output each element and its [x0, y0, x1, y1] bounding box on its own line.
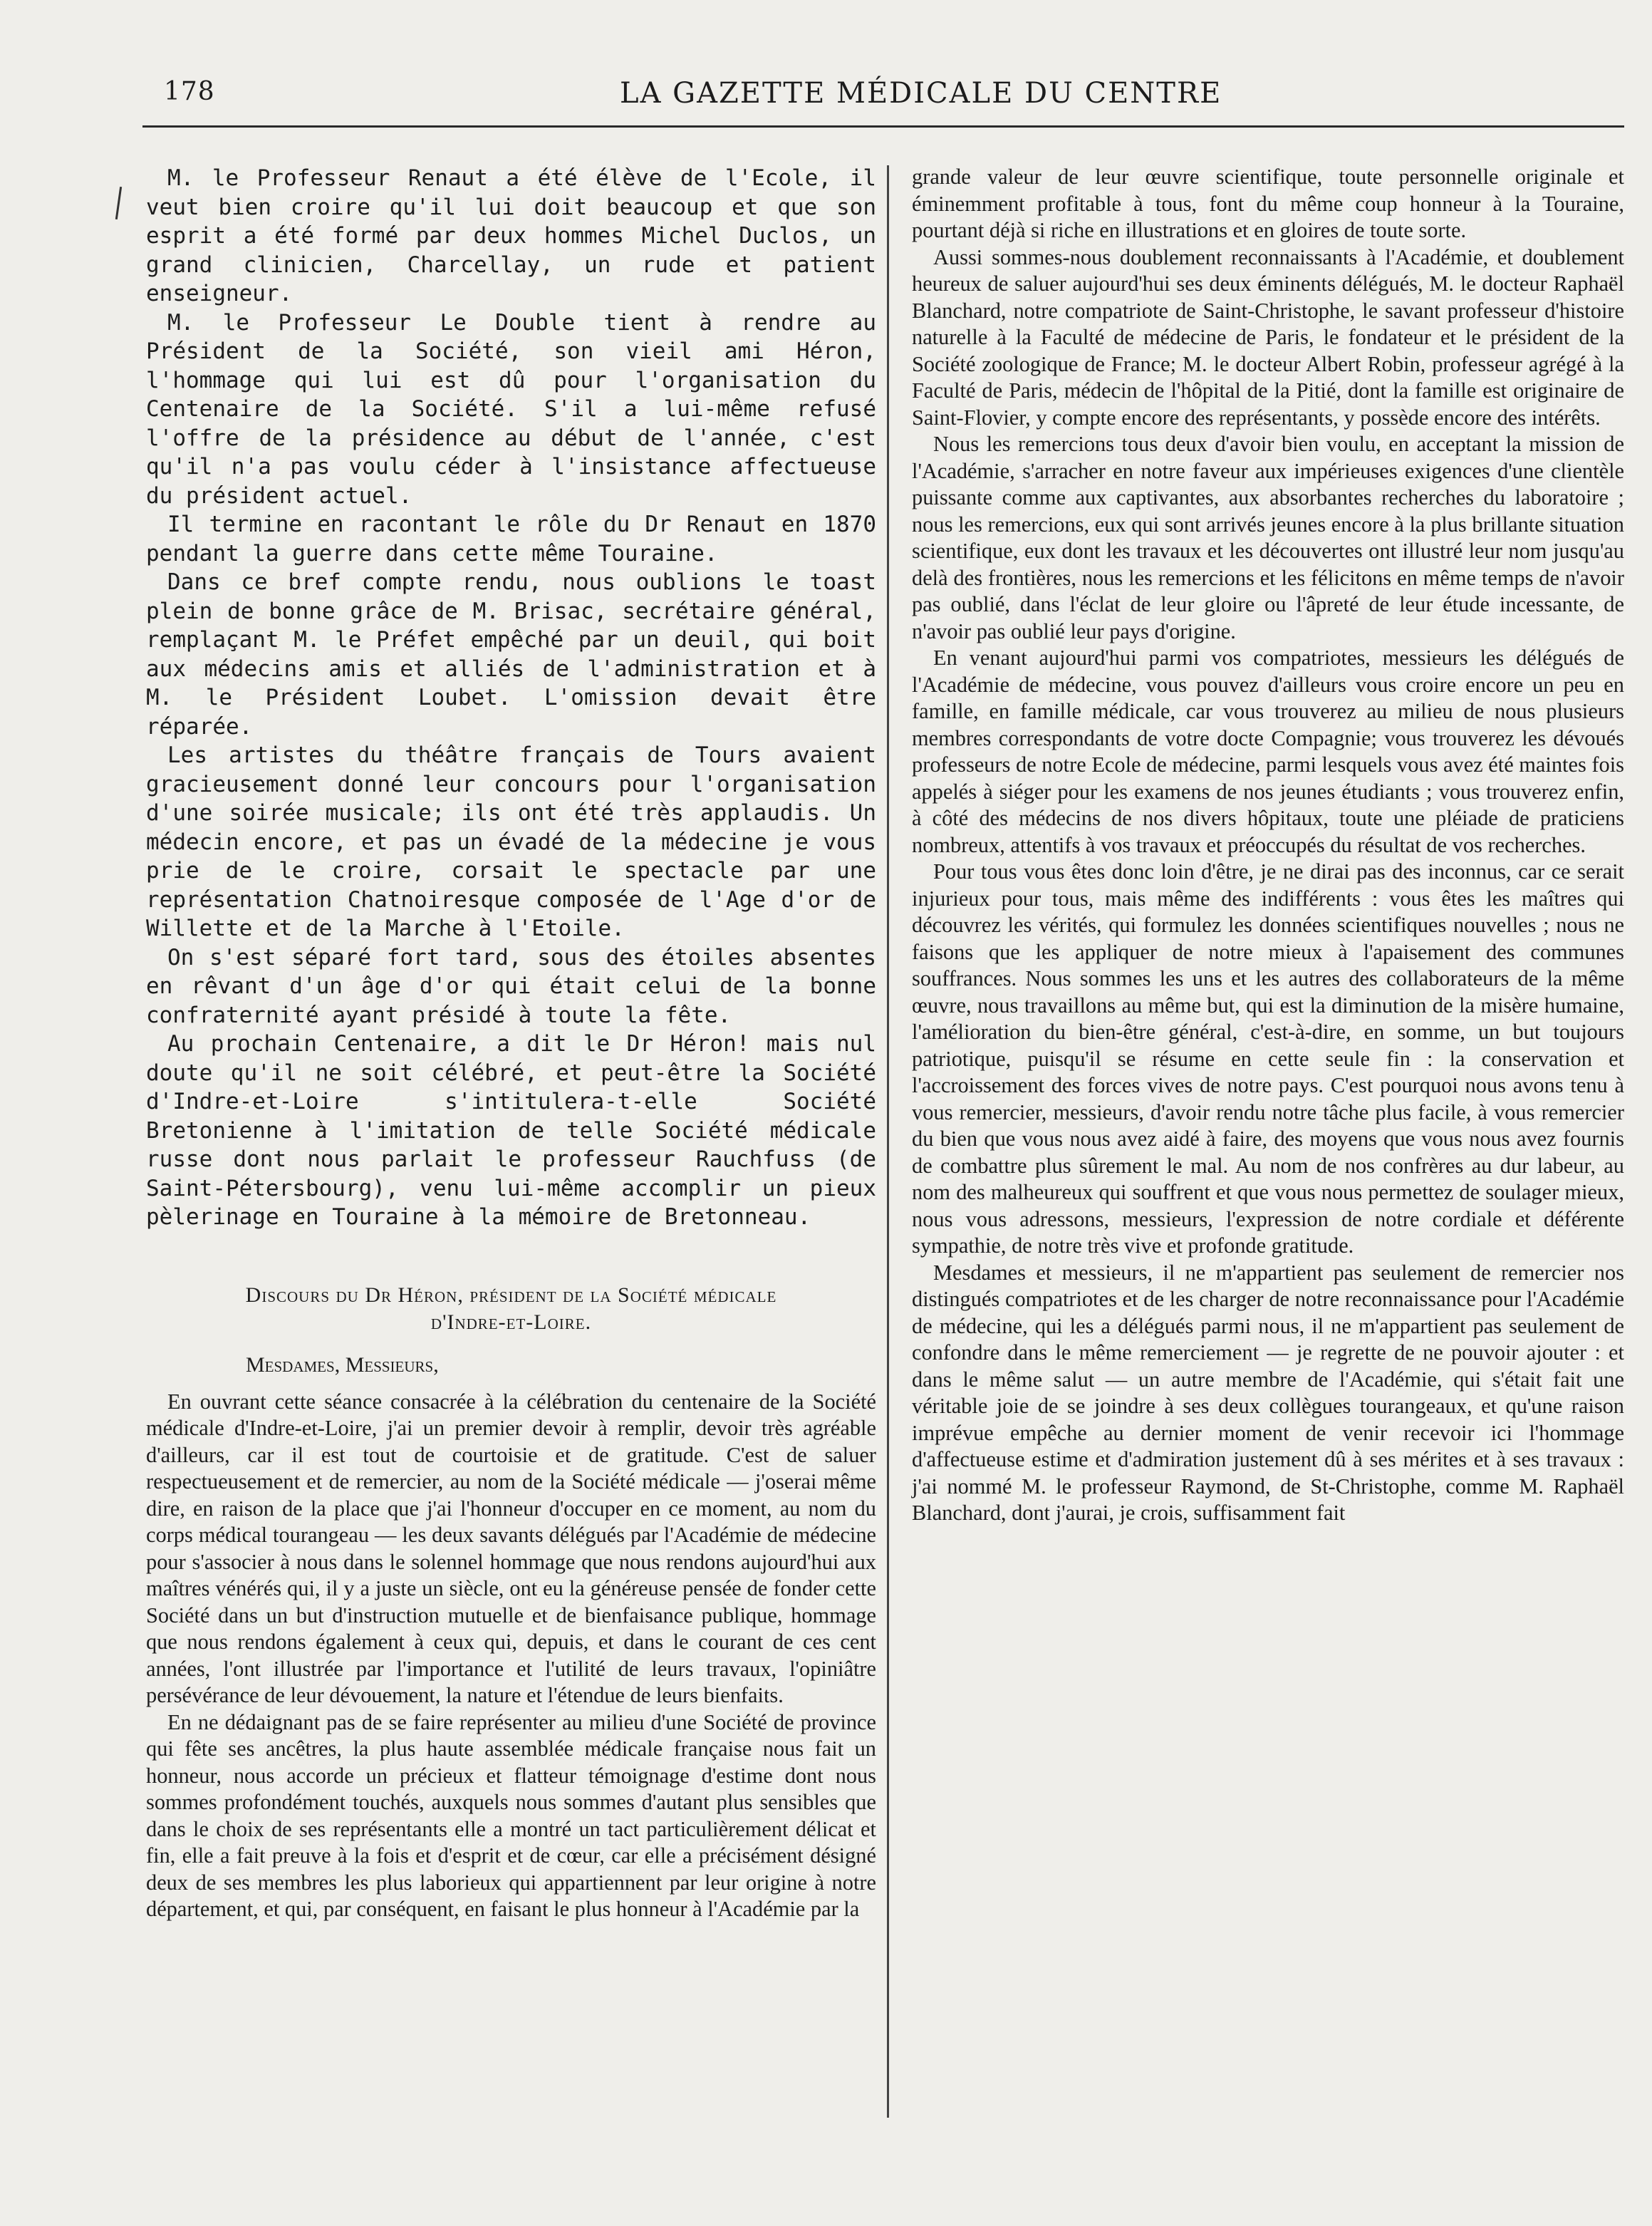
paragraph: Mesdames et messieurs, il ne m'appartient pas seulement de remercier nos distingués compatriotes et de les charger de notre reconnaissance pour l'Académie de médecine, qui les a délégués parmi nous, il ne m'appartient pas seulement de confondre dans le même remerciement — je regrette de ne pouvoir ajouter : et dans le même salut — un autre membre de l'Académie, qui s'était fait une véritable joie de se joindre à ses deux collègues tourangeaux, et qu'une raison imprévue empêche au dernier moment de venir recevoir ici l'hommage d'affectueuse estime et d'admiration justement dû à ses mérites et à ses travaux : j'ai nommé M. le professeur Raymond, de St-Christophe, comme M. Raphaël Blanchard, dont j'aurai, je crois, suffisamment fait: [912, 1260, 1624, 1525]
right-column: [912, 164, 1624, 1527]
page-header: [164, 77, 1589, 120]
paragraph: Il termine en racontant le rôle du Dr Renaut en 1870 pendant la guerre dans cette même Touraine.: [146, 512, 876, 566]
paragraph: En venant aujourd'hui parmi vos compatriotes, messieurs les délégués de l'Académie de médecine, vous pouvez d'ailleurs vous croire encore un peu en famille, en famille médicale, car vous trouverez au milieu de nous plusieurs membres correspondants de votre docte Compagnie; vous trouverez les dévoués professeurs de notre Ecole de médecine, parmi lesquels vous avez été maintes fois appelés à siéger pour les examens de nos jeunes étudiants ; vous trouverez enfin, à côté des médecins de nos divers hôpitaux, toute une pléiade de praticiens nombreux, attentifs à vos travaux et préoccupés du résultat de vos recherches.: [912, 646, 1624, 857]
paragraph: En ne dédaignant pas de se faire représenter au milieu d'une Société de province qui fête ses ancêtres, la plus haute assemblée médicale française nous fait un honneur, nous accorde un précieux et flatteur témoignage d'estime dont nous sommes profondément touchés, auxquels nous sommes d'autant plus sensibles que dans le choix de ses représentants elle a montré un tact particulièrement délicat et fin, elle a fait preuve à la fois et d'esprit et de cœur, car elle a précisément désigné deux de ses membres les plus laborieux qui appartiennent par leur origine à notre département, et qui, par conséquent, en faisant le plus honneur à l'Académie par la: [146, 1709, 876, 1921]
paragraph: grande valeur de leur œuvre scientifique, toute personnelle originale et éminemment profitable à tous, font du même coup honneur à la Touraine, pourtant déjà si riche en illustrations et en gloires de toute sorte.: [912, 165, 1624, 242]
paragraph: Dans ce bref compte rendu, nous oublions le toast plein de bonne grâce de M. Brisac, secrétaire général, remplaçant M. le Préfet empêché par un deuil, qui boit aux médecins amis et alliés de l'administration et à M. le Président Loubet. L'omission devait être réparée.: [146, 569, 876, 740]
paragraph: On s'est séparé fort tard, sous des étoiles absentes en rêvant d'un âge d'or qui était celui de la bonne confraternité ayant présidé à toute la fête.: [146, 944, 876, 1028]
paragraph: Aussi sommes-nous doublement reconnaissants à l'Académie, et doublement heureux de saluer aujourd'hui ses deux éminents délégués, M. le docteur Raphaël Blanchard, notre compatriote de Saint-Christophe, le savant professeur d'histoire naturelle à la Faculté de médecine de Paris, le fondateur et le président de la Société zoologique de France; M. le docteur Albert Robin, professeur agrégé à la Faculté de Paris, médecin de l'hôpital de la Pitié, dont la famille est originaire de Saint-Flovier, y compte encore des représentants, y possède encore des intérêts.: [912, 244, 1624, 430]
paragraph: En ouvrant cette séance consacrée à la célébration du centenaire de la Société médicale d'Indre-et-Loire, j'ai un premier devoir à remplir, devoir très agréable d'ailleurs, car il est tout de courtoisie et de gratitude. C'est de saluer respectueusement et de remercier, au nom de la Société médicale — j'oserai même dire, en raison de la place que j'ai l'honneur d'occuper en ce moment, au nom du corps médical tourangeau — les deux savants délégués par l'Académie de médecine pour s'associer à nous dans le solennel hommage que nous rendons aujourd'hui aux maîtres vénérés qui, il y a juste un siècle, ont eu la généreuse pensée de fonder cette Société dans un but d'instruction mutuelle et de bienfaisance publique, hommage que nous rendons également à ceux qui, depuis, et dans le courant de ces cent années, l'ont illustrée par l'importance et l'utilité de leurs travaux, l'opiniâtre persévérance de leur dévouement, la nature et l'étendue de leurs bienfaits.: [146, 1389, 876, 1707]
paragraph: Nous les remercions tous deux d'avoir bien voulu, en acceptant la mission de l'Académie, s'arracher en notre faveur aux impérieuses exigences d'une clientèle puissante comme aux captivantes, aux absorbantes recherches du laboratoire ; nous les remercions, eux qui sont arrivés jeunes encore à la plus brillante situation scientifique, eux dont les travaux et les découvertes ont illustré leur nom jusqu'au delà des frontières, nous les remercions et les félicitons en même temps de n'avoir pas oublié, dans l'éclat de leur gloire ou l'âpreté de leur étude incessante, de n'avoir pas oublié leur pays d'origine.: [912, 432, 1624, 643]
paragraph: Au prochain Centenaire, a dit le Dr Héron! mais nul doute qu'il ne soit célébré, et peut-être la Société d'Indre-et-Loire s'intitulera-t-elle Société Bretonienne à l'imitation de telle Société médicale russe dont nous parlait le professeur Rauchfuss (de Saint-Pétersbourg), venu lui-même accomplir un pieux pèlerinage en Touraine à la mémoire de Bretonneau.: [146, 1031, 876, 1230]
margin-mark: [115, 187, 122, 219]
salutation: Mesdames, Messieurs,: [246, 1352, 439, 1377]
column-divider: [887, 165, 889, 2118]
paragraph: Les artistes du théâtre français de Tours avaient gracieusement donné leur concours pour l'organisation d'une soirée musicale; ils ont été très applaudis. Un médecin encore, et pas un évadé de la médecine je vous prie de le croire, corsait le spectacle par une représentation Chatnoiresque composée de l'Age d'or de Willette et de la Marche à l'Etoile.: [146, 742, 876, 941]
paragraph: Pour tous vous êtes donc loin d'être, je ne dirai pas des inconnus, car ce serait injurieux pour tous, mais même des indifférents : vous êtes les maîtres qui découvrez les vérités, qui formulez les données scientifiques nouvelles ; nous ne faisons que les appliquer de notre mieux à l'apaisement des communes souffrances. Nous sommes les uns et les autres des collaborateurs de la même œuvre, nous travaillons au même but, qui est la diminution de la misère humaine, l'amélioration du bien-être général, c'est-à-dire, en somme, un but toujours patriotique, puisqu'il se résume en cette seule fin : la conservation et l'accroissement des forces vives de notre pays. C'est pourquoi nous avons tenu à vous remercier, messieurs, d'avoir rendu notre tâche plus facile, à vous remercier du bien que vous nous avez aidé à faire, des moyens que vous nous avez fournis de combattre plus sûrement le mal. Au nom de nos confrères au dur labeur, au nom des malheureux qui souffrent et que vous nous permettez de soulager mieux, nous vous adressons, messieurs, l'expression de notre cordiale et déférente sympathie, de notre très vive et profonde gratitude.: [912, 859, 1624, 1258]
running-title: LA GAZETTE MÉDICALE DU CENTRE: [620, 77, 1222, 110]
page-number: 178: [164, 77, 215, 106]
paragraph: M. le Professeur Le Double tient à rendre au Président de la Société, son vieil ami Héron, l'hommage qui lui est dû pour l'organisation du Centenaire de la Société. S'il a lui-même refusé l'offre de la présidence au début de l'année, c'est qu'il n'a pas voulu céder à l'insistance affectueuse du président actuel.: [146, 309, 876, 509]
speech-title: Discours du Dr Héron, président de la Société médicale: [245, 1283, 777, 1307]
paragraph: M. le Professeur Renaut a été élève de l'Ecole, il veut bien croire qu'il lui doit beaucoup et que son esprit a été formé par deux hommes Michel Duclos, un grand clinicien, Charcellay, un rude et patient enseigneur.: [146, 165, 876, 306]
speech-title-continued: d'Indre-et-Loire.: [430, 1310, 592, 1334]
left-column: [146, 164, 876, 1923]
header-rule: [142, 125, 1624, 128]
